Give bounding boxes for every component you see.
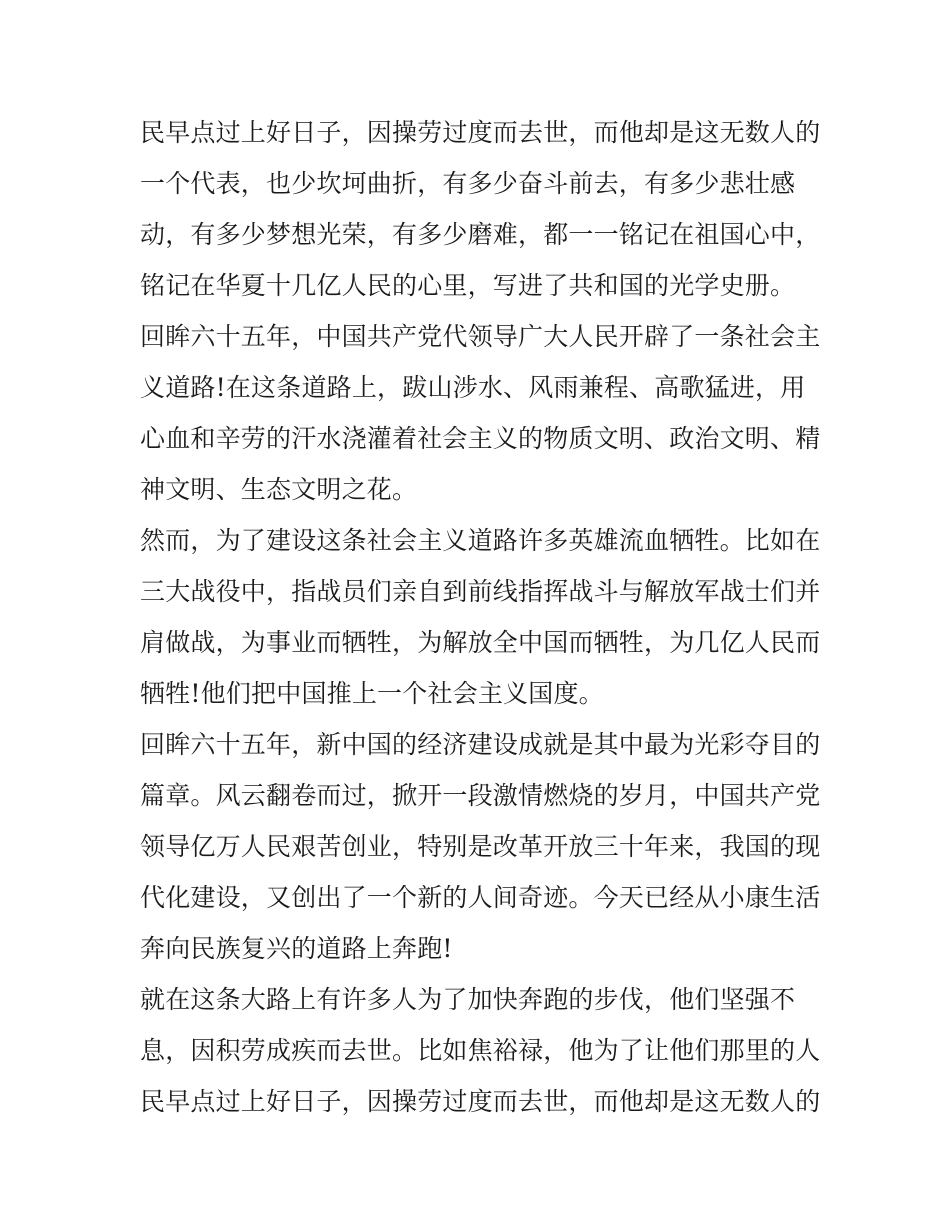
text-line-9: 然而，为了建设这条社会主义道路许多英雄流血牺牲。比如在 (140, 526, 821, 555)
text-line-12: 牺牲!他们把中国推上一个社会主义国度。 (140, 679, 604, 708)
text-line-18: 就在这条大路上有许多人为了加快奔跑的步伐，他们坚强不 (140, 985, 796, 1014)
text-line-7: 心血和辛劳的汗水浇灌着社会主义的物质文明、政治文明、精 (140, 424, 821, 453)
text-line-10: 三大战役中，指战员们亲自到前线指挥战斗与解放军战士们并 (140, 577, 821, 606)
text-line-4: 铭记在华夏十几亿人民的心里，写进了共和国的光学史册。 (140, 271, 796, 300)
text-line-16: 代化建设，又创出了一个新的人间奇迹。今天已经从小康生活 (140, 883, 821, 912)
text-line-14: 篇章。风云翻卷而过，掀开一段激情燃烧的岁月，中国共产党 (140, 781, 821, 810)
text-line-13: 回眸六十五年，新中国的经济建设成就是其中最为光彩夺目的 (140, 730, 821, 759)
text-line-20: 民早点过上好日子，因操劳过度而去世，而他却是这无数人的 (140, 1087, 821, 1116)
text-line-1: 民早点过上好日子，因操劳过度而去世，而他却是这无数人的 (140, 118, 821, 147)
text-line-3: 动，有多少梦想光荣，有多少磨难，都一一铭记在祖国心中， (140, 220, 821, 249)
text-line-6: 义道路!在这条道路上，跋山涉水、风雨兼程、高歌猛进，用 (140, 373, 806, 402)
text-line-19: 息，因积劳成疾而去世。比如焦裕禄，他为了让他们那里的人 (140, 1036, 821, 1065)
text-line-8: 神文明、生态文明之花。 (140, 475, 418, 504)
text-line-2: 一个代表，也少坎坷曲折，有多少奋斗前去，有多少悲壮感 (140, 169, 796, 198)
body-text (140, 107, 820, 1127)
text-line-11: 肩做战，为事业而牺牲，为解放全中国而牺牲，为几亿人民而 (140, 628, 821, 657)
text-line-5: 回眸六十五年，中国共产党代领导广大人民开辟了一条社会主 (140, 322, 821, 351)
text-line-15: 领导亿万人民艰苦创业，特别是改革开放三十年来，我国的现 (140, 832, 821, 861)
text-line-17: 奔向民族复兴的道路上奔跑! (140, 934, 453, 963)
